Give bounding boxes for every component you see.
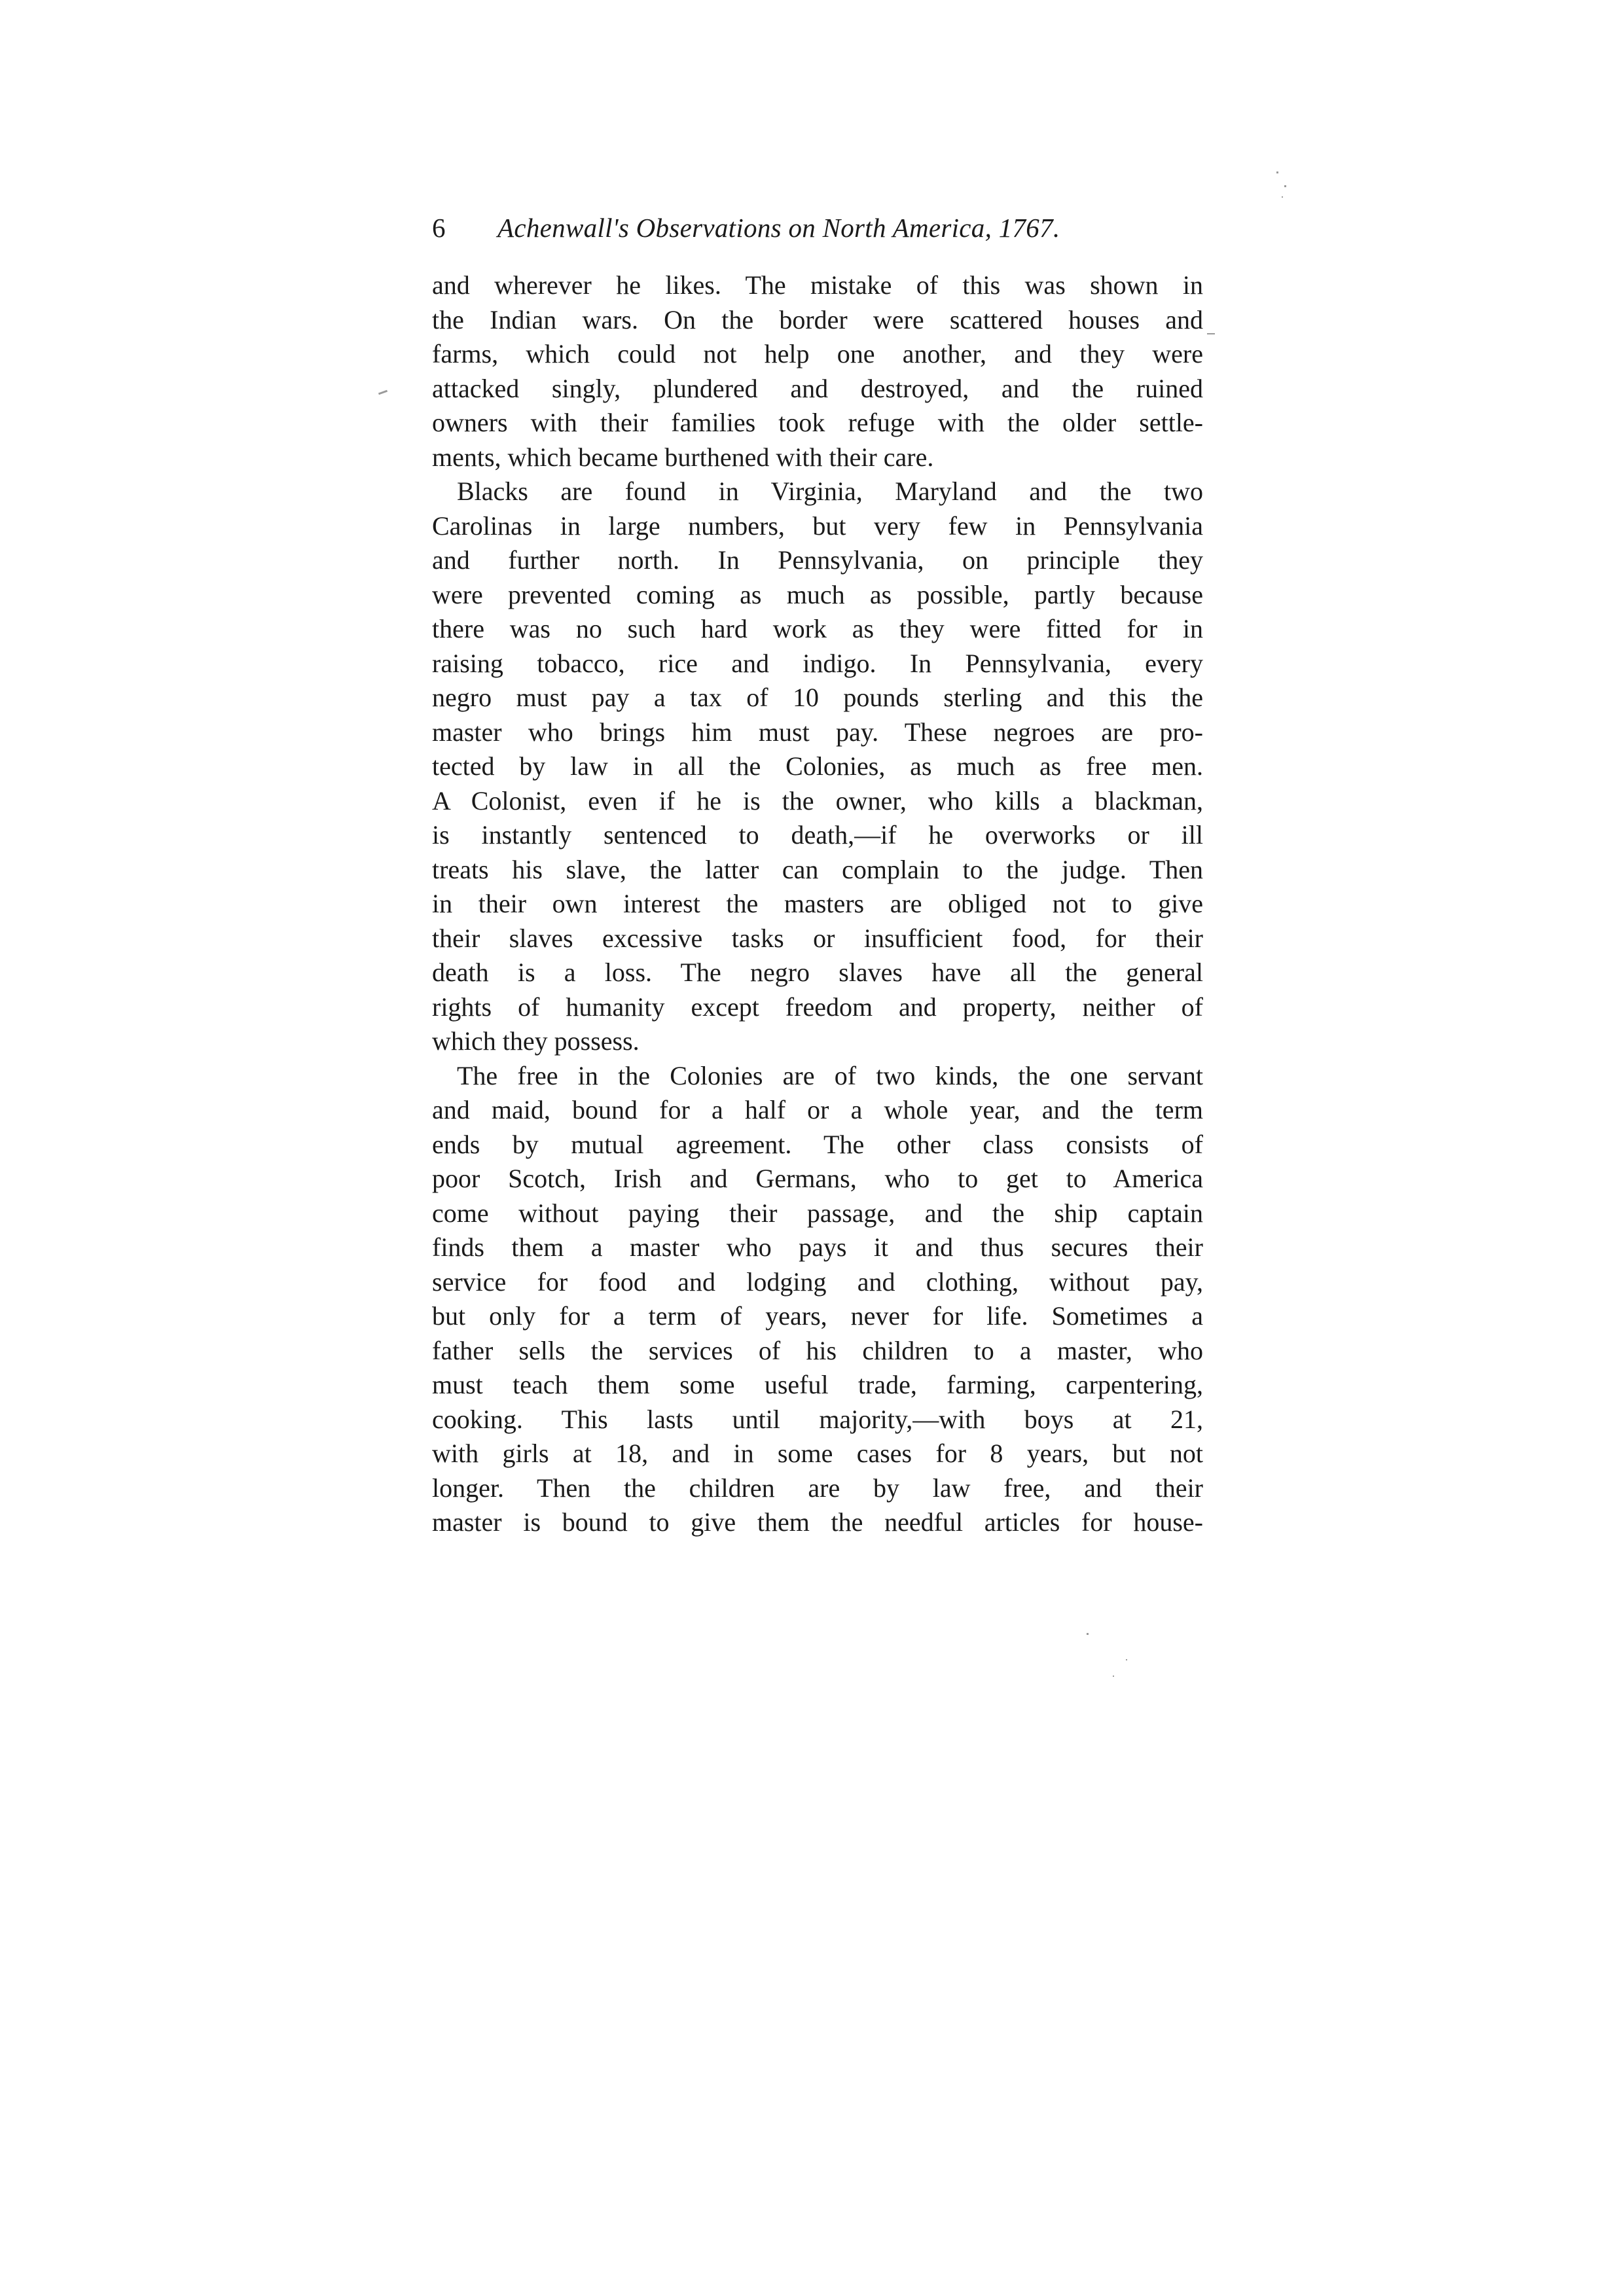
text-line: but only for a term of years, never for life. Sometimes a — [432, 1301, 1203, 1331]
paragraph-1 — [432, 268, 1203, 475]
text-line: were prevented coming as much as possible, partly because — [432, 579, 1203, 609]
page-number: 6 — [432, 213, 446, 243]
text-line: poor Scotch, Irish and Germans, who to get to America — [432, 1164, 1203, 1193]
scan-speck — [1207, 333, 1215, 334]
page-header — [432, 208, 1204, 247]
text-line: The free in the Colonies are of two kinds, the one servant — [457, 1060, 1203, 1090]
text-line: and maid, bound for a half or a whole year, and the term — [432, 1095, 1203, 1124]
text-line: longer. Then the children are by law free, and their — [432, 1473, 1203, 1503]
paragraph-2 — [432, 475, 1203, 1059]
scan-speck — [1113, 1676, 1114, 1677]
text-line: negro must pay a tax of 10 pounds sterling and this the — [432, 683, 1203, 712]
text-line: owners with their families took refuge with the older settle- — [432, 408, 1203, 437]
text-line: cooking. This lasts until majority,—with boys at 21, — [432, 1404, 1203, 1434]
scan-speck — [1126, 1659, 1127, 1660]
text-line: there was no such hard work as they were fitted for in — [432, 614, 1203, 643]
text-line: and wherever he likes. The mistake of this was shown in — [432, 270, 1203, 300]
text-line: finds them a master who pays it and thus secures their — [432, 1232, 1203, 1262]
text-line: Blacks are found in Virginia, Maryland and the two — [457, 476, 1203, 506]
text-line: is instantly sentenced to death,—if he overworks or ill — [432, 820, 1203, 850]
text-line: death is a loss. The negro slaves have all the general — [432, 958, 1203, 987]
text-line: rights of humanity except freedom and property, neither of — [432, 992, 1203, 1022]
text-line: master who brings him must pay. These negroes are pro- — [432, 717, 1203, 747]
scan-speck — [1276, 171, 1278, 173]
text-line: treats his slave, the latter can complain to the judge. Then — [432, 854, 1203, 884]
text-line: the Indian wars. On the border were scattered houses and — [432, 304, 1203, 334]
scan-speck — [1284, 185, 1286, 187]
text-line: raising tobacco, rice and indigo. In Pennsylvania, every — [432, 648, 1203, 678]
text-line: ends by mutual agreement. The other class consists of — [432, 1129, 1203, 1159]
running-title: Achenwall's Observations on North America, 1767. — [497, 213, 1060, 243]
text-line: Carolinas in large numbers, but very few in Pennsylvania — [432, 511, 1203, 541]
body-text — [432, 268, 1203, 1540]
text-line: father sells the services of his children to a master, who — [432, 1335, 1203, 1365]
scan-speck — [1282, 196, 1283, 198]
text-line: ments, which became burthened with their care. — [432, 442, 934, 472]
text-line: must teach them some useful trade, farming, carpentering, — [432, 1370, 1203, 1399]
text-line: which they possess. — [432, 1026, 640, 1056]
text-line: with girls at 18, and in some cases for 8 years, but not — [432, 1439, 1203, 1468]
text-line: and further north. In Pennsylvania, on principle they — [432, 545, 1203, 575]
text-line: tected by law in all the Colonies, as much as free men. — [432, 751, 1203, 781]
text-line: in their own interest the masters are obliged not to give — [432, 889, 1203, 918]
text-line: A Colonist, even if he is the owner, who kills a blackman, — [432, 785, 1203, 815]
text-line: farms, which could not help one another, and they were — [432, 339, 1203, 368]
text-line: their slaves excessive tasks or insufficient food, for their — [432, 923, 1203, 953]
scan-speck — [1087, 1633, 1089, 1635]
paragraph-3 — [432, 1059, 1203, 1540]
text-line: attacked singly, plundered and destroyed, and the ruined — [432, 373, 1203, 403]
scan-speck — [378, 390, 388, 395]
text-line: service for food and lodging and clothing, without pay, — [432, 1266, 1203, 1297]
text-line: come without paying their passage, and the ship captain — [432, 1198, 1203, 1228]
text-line: master is bound to give them the needful articles for house- — [432, 1507, 1203, 1537]
